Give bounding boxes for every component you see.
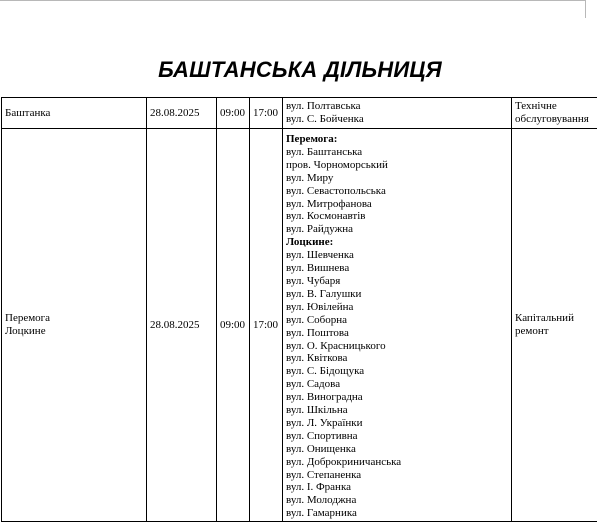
- right-border-line: [585, 0, 586, 18]
- street-item: вул. С. Бойченка: [286, 113, 364, 125]
- street-item: вул. Шкільна: [286, 404, 348, 417]
- area-name: Перемога: [5, 312, 51, 325]
- street-item: вул. Соборна: [286, 313, 348, 326]
- street-item: вул. Л. Українки: [286, 416, 363, 429]
- street-item: вул. Спортивна: [286, 429, 358, 442]
- street-item: вул. Миру: [286, 171, 334, 184]
- table-row: [2, 129, 597, 522]
- street-item: вул. І. Франка: [286, 481, 352, 494]
- street-item: вул. Севастопольська: [286, 184, 386, 197]
- page-title: БАШТАНСЬКА ДІЛЬНИЦЯ: [158, 57, 442, 82]
- street-item: вул. Гамарника: [286, 507, 357, 520]
- date-cell: 28.08.2025: [147, 129, 217, 522]
- street-item: вул. Вишнева: [286, 262, 350, 275]
- area-name: Лоцкине: [5, 325, 46, 338]
- village-header: Лоцкине:: [286, 236, 334, 249]
- street-item: вул. Молоджна: [286, 494, 357, 507]
- reason-text: Технічне: [515, 100, 557, 113]
- street-item: вул. Поштова: [286, 326, 349, 339]
- reason-cell: [512, 129, 597, 522]
- street-item: вул. Космонавтів: [286, 210, 366, 223]
- street-item: вул. Доброкриничанська: [286, 455, 402, 468]
- street-item: вул. Степаненка: [286, 468, 362, 481]
- area-cell: [2, 98, 147, 129]
- village-header: Перемога:: [286, 133, 338, 145]
- date-cell: 28.08.2025: [147, 98, 217, 129]
- street-item: вул. Квіткова: [286, 352, 348, 365]
- street-item: пров. Чорноморський: [286, 158, 388, 171]
- street-item: вул. С. Бідощука: [286, 365, 365, 378]
- reason-text: ремонт: [515, 325, 549, 338]
- street-item: вул. В. Галушки: [286, 287, 362, 300]
- end-time-cell: 17:00: [250, 129, 283, 522]
- area-cell: [2, 129, 147, 522]
- street-item: вул. Чубаря: [286, 274, 341, 287]
- outage-schedule-table: [1, 97, 597, 522]
- table-row: [2, 98, 597, 129]
- street-item: вул. О. Красницького: [286, 339, 386, 352]
- top-border-line: [0, 0, 585, 3]
- street-item: вул. Шевченка: [286, 249, 354, 262]
- start-time-cell: 09:00: [217, 129, 250, 522]
- streets-cell: [283, 98, 512, 129]
- street-item: вул. Митрофанова: [286, 197, 372, 210]
- reason-text: Капітальний: [515, 312, 574, 325]
- street-item: вул. Ювілейна: [286, 300, 354, 313]
- street-item: вул. Садова: [286, 378, 341, 391]
- streets-cell: [283, 129, 512, 522]
- street-item: вул. Баштанська: [286, 145, 363, 158]
- reason-cell: [512, 98, 597, 129]
- area-name: Баштанка: [5, 106, 51, 119]
- start-time-cell: 09:00: [217, 98, 250, 129]
- street-item: вул. Виноградна: [286, 391, 363, 404]
- street-item: вул. Онищенка: [286, 442, 356, 455]
- reason-text: обслуговування: [515, 113, 589, 125]
- street-item: вул. Полтавська: [286, 100, 361, 113]
- street-item: вул. Райдужна: [286, 223, 354, 236]
- end-time-cell: 17:00: [250, 98, 283, 129]
